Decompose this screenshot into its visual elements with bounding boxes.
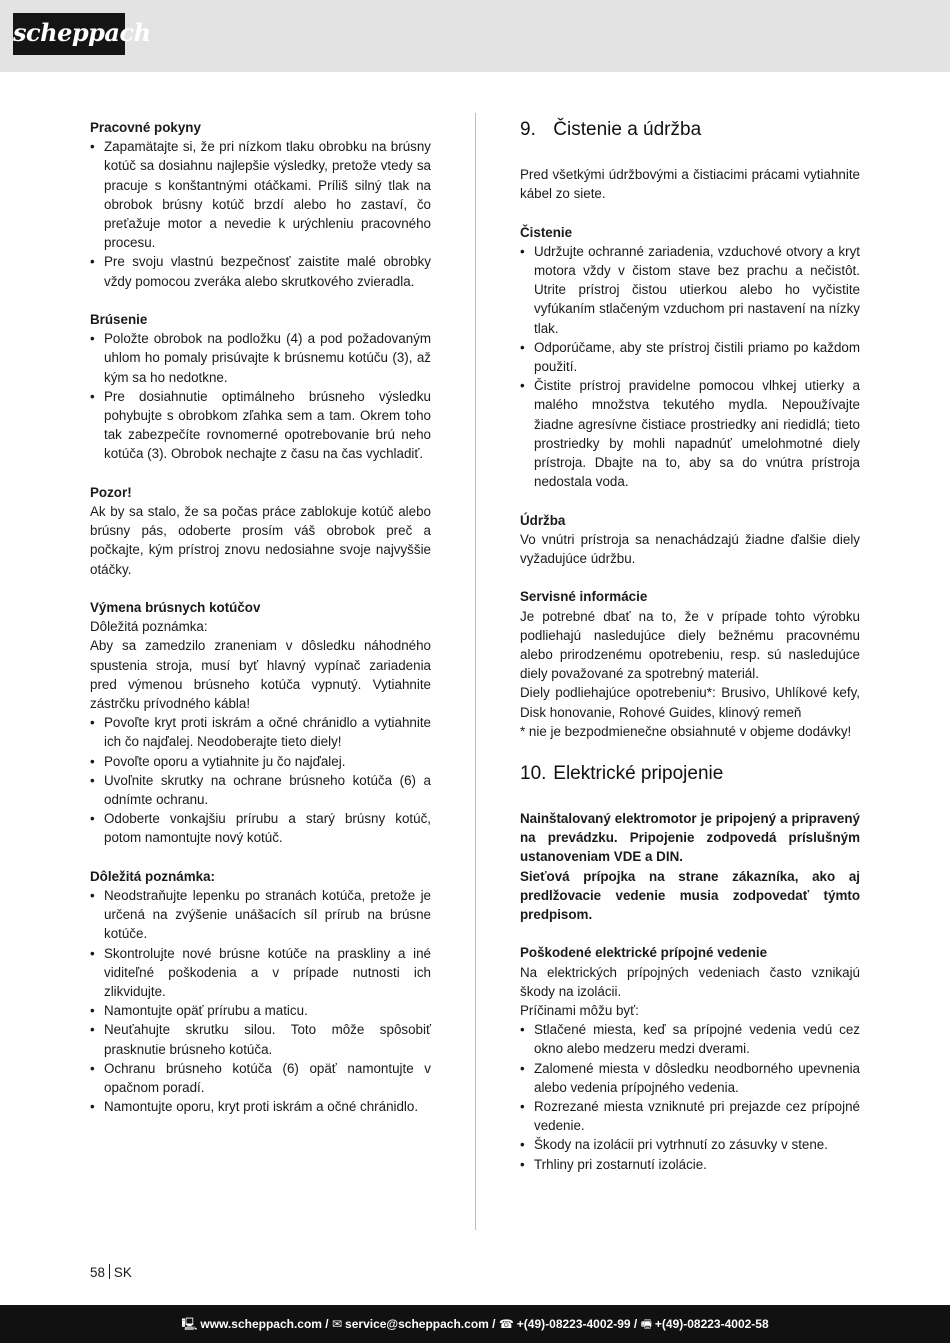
list-item: • Ochranu brúsneho kotúča (6) opäť namontujte v opačnom poradí. [90,1059,431,1097]
chapter-heading-10 [520,762,860,786]
footer-fax: +(49)-08223-4002-58 [654,1317,769,1331]
note-label: Dôležitá poznámka: [90,619,208,635]
paragraph: Je potrebné dbať na to, že v prípade tohto výrobku podliehajú nasledujúce diely bežnému pracovnému alebo prirodzenému opotrebeniu, resp. sú nasledujúce diely považované za spotrebný materiál. [520,608,860,682]
mail-icon: ✉ [331,1317,343,1331]
column-divider [475,113,476,1230]
list-item: • Povoľte kryt proti iskrám a očné chránidlo a vytiahnite ich čo najďalej. Neodoberajte tieto diely! [90,713,431,751]
section-heading: Servisné informácie [520,589,648,605]
paragraph: Pred všetkými údržbovými a čistiacimi prácami vytiahnite kábel zo siete. [520,167,860,202]
section-heading: Poškodené elektrické prípojné vedenie [520,945,768,961]
page-language: SK [113,1265,132,1280]
footer-email: service@scheppach.com / [345,1317,496,1331]
page-header [0,0,950,72]
list-item: • Rozrezané miesta vzniknuté pri prejazde cez prípojné vedenie. [520,1097,860,1135]
bullet-list [520,1020,860,1174]
section-heading: Dôležitá poznámka: [90,868,216,884]
phone-icon: ☎ [498,1317,514,1331]
chapter-heading-9 [520,118,860,142]
list-item: • Povoľte oporu a vytiahnite ju čo najďalej. [90,752,431,771]
section-cleaning [520,223,860,492]
list-item: • Pre svoju vlastnú bezpečnosť zaistite malé obrobky vždy pomocou zveráka alebo skrutkového zvieradla. [90,252,431,290]
bold-paragraph: Nainštalovaný elektromotor je pripojený a pripravený na prevádzku. Pripojenie zodpovedá príslušným ustanoveniam VDE a DIN. [520,811,860,865]
computer-icon: 🖳 [181,1317,198,1331]
list-item: • Skontrolujte nové brúsne kotúče na praskliny a iné viditeľné poškodenia a v prípade nutnosti ich zlikvidujte. [90,944,431,1002]
section-caution [90,483,431,579]
page-number-separator [109,1264,110,1279]
list-item: • Položte obrobok na podložku (4) a pod požadovaným uhlom ho pomaly prisúvajte k brúsnemu kotúču (3), až kým sa ho nedotkne. [90,329,431,387]
bold-paragraph: Sieťová prípojka na strane zákazníka, ako aj predlžovacie vedenie musia zodpovedať týmto predpisom. [520,868,860,923]
paragraph: Ak by sa stalo, že sa počas práce zablokuje kotúč alebo brúsny pás, odoberte prosím váš obrobok preč a počkajte, kým prístroj znovu nedosiahne svoje najvyššie otáčky. [90,504,431,577]
section-wheel-replacement [90,598,431,848]
section-damaged-cable [520,943,860,1173]
left-column [90,118,431,1117]
section-heading: Pozor! [90,484,132,500]
list-item: • Zapamätajte si, že pri nízkom tlaku obrobku na brúsny kotúč sa dosiahnu najlepšie výsledky, pretože vtedy sa pracuje s konštantnými otáčkami. Príliš silný tlak na obrobok brúsny kotúč brzdí alebo ho zastaví, čo preťažuje motor a nevedie k urýchleniu pracovného procesu. [90,137,431,252]
list-item: • Neodstraňujte lepenku po stranách kotúča, pretože je určená na zvýšenie unášacích síl prírub na brúsne kotúče. [90,886,431,944]
section-maintenance [520,511,860,569]
page-footer [0,1305,950,1343]
scheppach-logo: scheppach [13,13,125,55]
page-number [90,1264,132,1282]
list-item: • Škody na izolácii pri vytrhnutí zo zásuvky v stene. [520,1135,860,1154]
bullet-list [90,137,431,291]
paragraph: Vo vnútri prístroja sa nenachádzajú žiadne ďalšie diely vyžadujúce údržbu. [520,531,860,567]
list-item: • Trhliny pri zostarnutí izolácie. [520,1155,860,1174]
section-work-instructions [90,118,431,291]
paragraph: Diely podliehajúce opotrebeniu*: Brusivo, Uhlíkové kefy, Disk honovanie, Rohové Guides, klinový remeň [520,685,860,720]
chapter-number: 9. [520,119,536,140]
list-item: • Odporúčame, aby ste prístroj čistili priamo po každom použití. [520,338,860,376]
section-service-info [520,587,860,741]
list-item: • Namontujte oporu, kryt proti iskrám a očné chránidlo. [90,1097,431,1116]
list-item: • Odoberte vonkajšiu prírubu a starý brúsny kotúč, potom namontujte nový kotúč. [90,809,431,847]
section-important-note [90,867,431,1117]
list-item: • Stlačené miesta, keď sa prípojné vedenia vedú cez okno alebo medzeru medzi dverami. [520,1020,860,1058]
page-number-value: 58 [90,1265,105,1280]
section-grinding [90,310,431,464]
list-item: • Zalomené miesta v dôsledku neodborného upevnenia alebo vedenia prípojného vedenia. [520,1059,860,1097]
footer-website: www.scheppach.com / [200,1317,329,1331]
footnote: * nie je bezpodmienečne obsiahnuté v objeme dodávky! [520,723,852,739]
section-heading: Pracovné pokyny [90,120,201,135]
list-item: • Namontujte opäť prírubu a maticu. [90,1001,431,1020]
section-heading: Čistenie [520,224,573,240]
chapter-number: 10. [520,763,547,785]
paragraph: Na elektrických prípojných vedeniach často vznikajú škody na izolácii. [520,964,860,999]
bullet-list [90,329,431,463]
list-item: • Udržujte ochranné zariadenia, vzduchové otvory a kryt motora vždy v čistom stave bez prachu a nečistôt. Utrite prístroj čistou utierkou alebo ho vyčistite vyfúkaním stlačeným vzduchom pri nastavení na nízky tlak. [520,242,860,338]
section-heading: Údržba [520,512,566,528]
right-column [520,118,860,1174]
paragraph: Aby sa zamedzilo zraneniam v dôsledku náhodného spustenia stroja, musí byť hlavný vypínač zariadenia pred výmenou brúsneho kotúča vypnutý. Vytiahnite zástrčku prívodného kábla! [90,638,431,712]
bullet-list [90,886,431,1116]
section-heading: Výmena brúsnych kotúčov [90,600,261,616]
section-heading: Brúsenie [90,312,148,328]
bullet-list [90,713,431,847]
chapter-title: Elektrické pripojenie [553,763,724,785]
footer-phone: +(49)-08223-4002-99 / [516,1317,638,1331]
list-item: • Uvoľnite skrutky na ochrane brúsneho kotúča (6) a odnímte ochranu. [90,771,431,809]
paragraph: Príčinami môžu byť: [520,1003,639,1019]
list-item: • Neuťahujte skrutku silou. Toto môže spôsobiť prasknutie brúsneho kotúča. [90,1020,431,1058]
bullet-list [520,242,860,492]
list-item: • Čistite prístroj pravidelne pomocou vlhkej utierky a malého množstva tekutého mydla. Nepoužívajte žiadne agresívne čistiace prostriedky ani riedidlá; tieto prostriedky by mohli napadnúť umelohmotné diely prístroja. Dbajte na to, aby sa do vnútra prístroja nedostala voda. [520,376,860,491]
fax-icon: 🖷 [640,1317,652,1331]
electrical-notice [520,809,860,924]
list-item: • Pre dosiahnutie optimálneho brúsneho výsledku pohybujte s obrobkom zľahka sem a tam. Okrem toho tak zabezpečíte rovnomerné opotrebovanie brú neho kotúča (3). Obrobok nechajte z času na čas vychladiť. [90,387,431,464]
chapter-title: Čistenie a údržba [553,119,702,140]
